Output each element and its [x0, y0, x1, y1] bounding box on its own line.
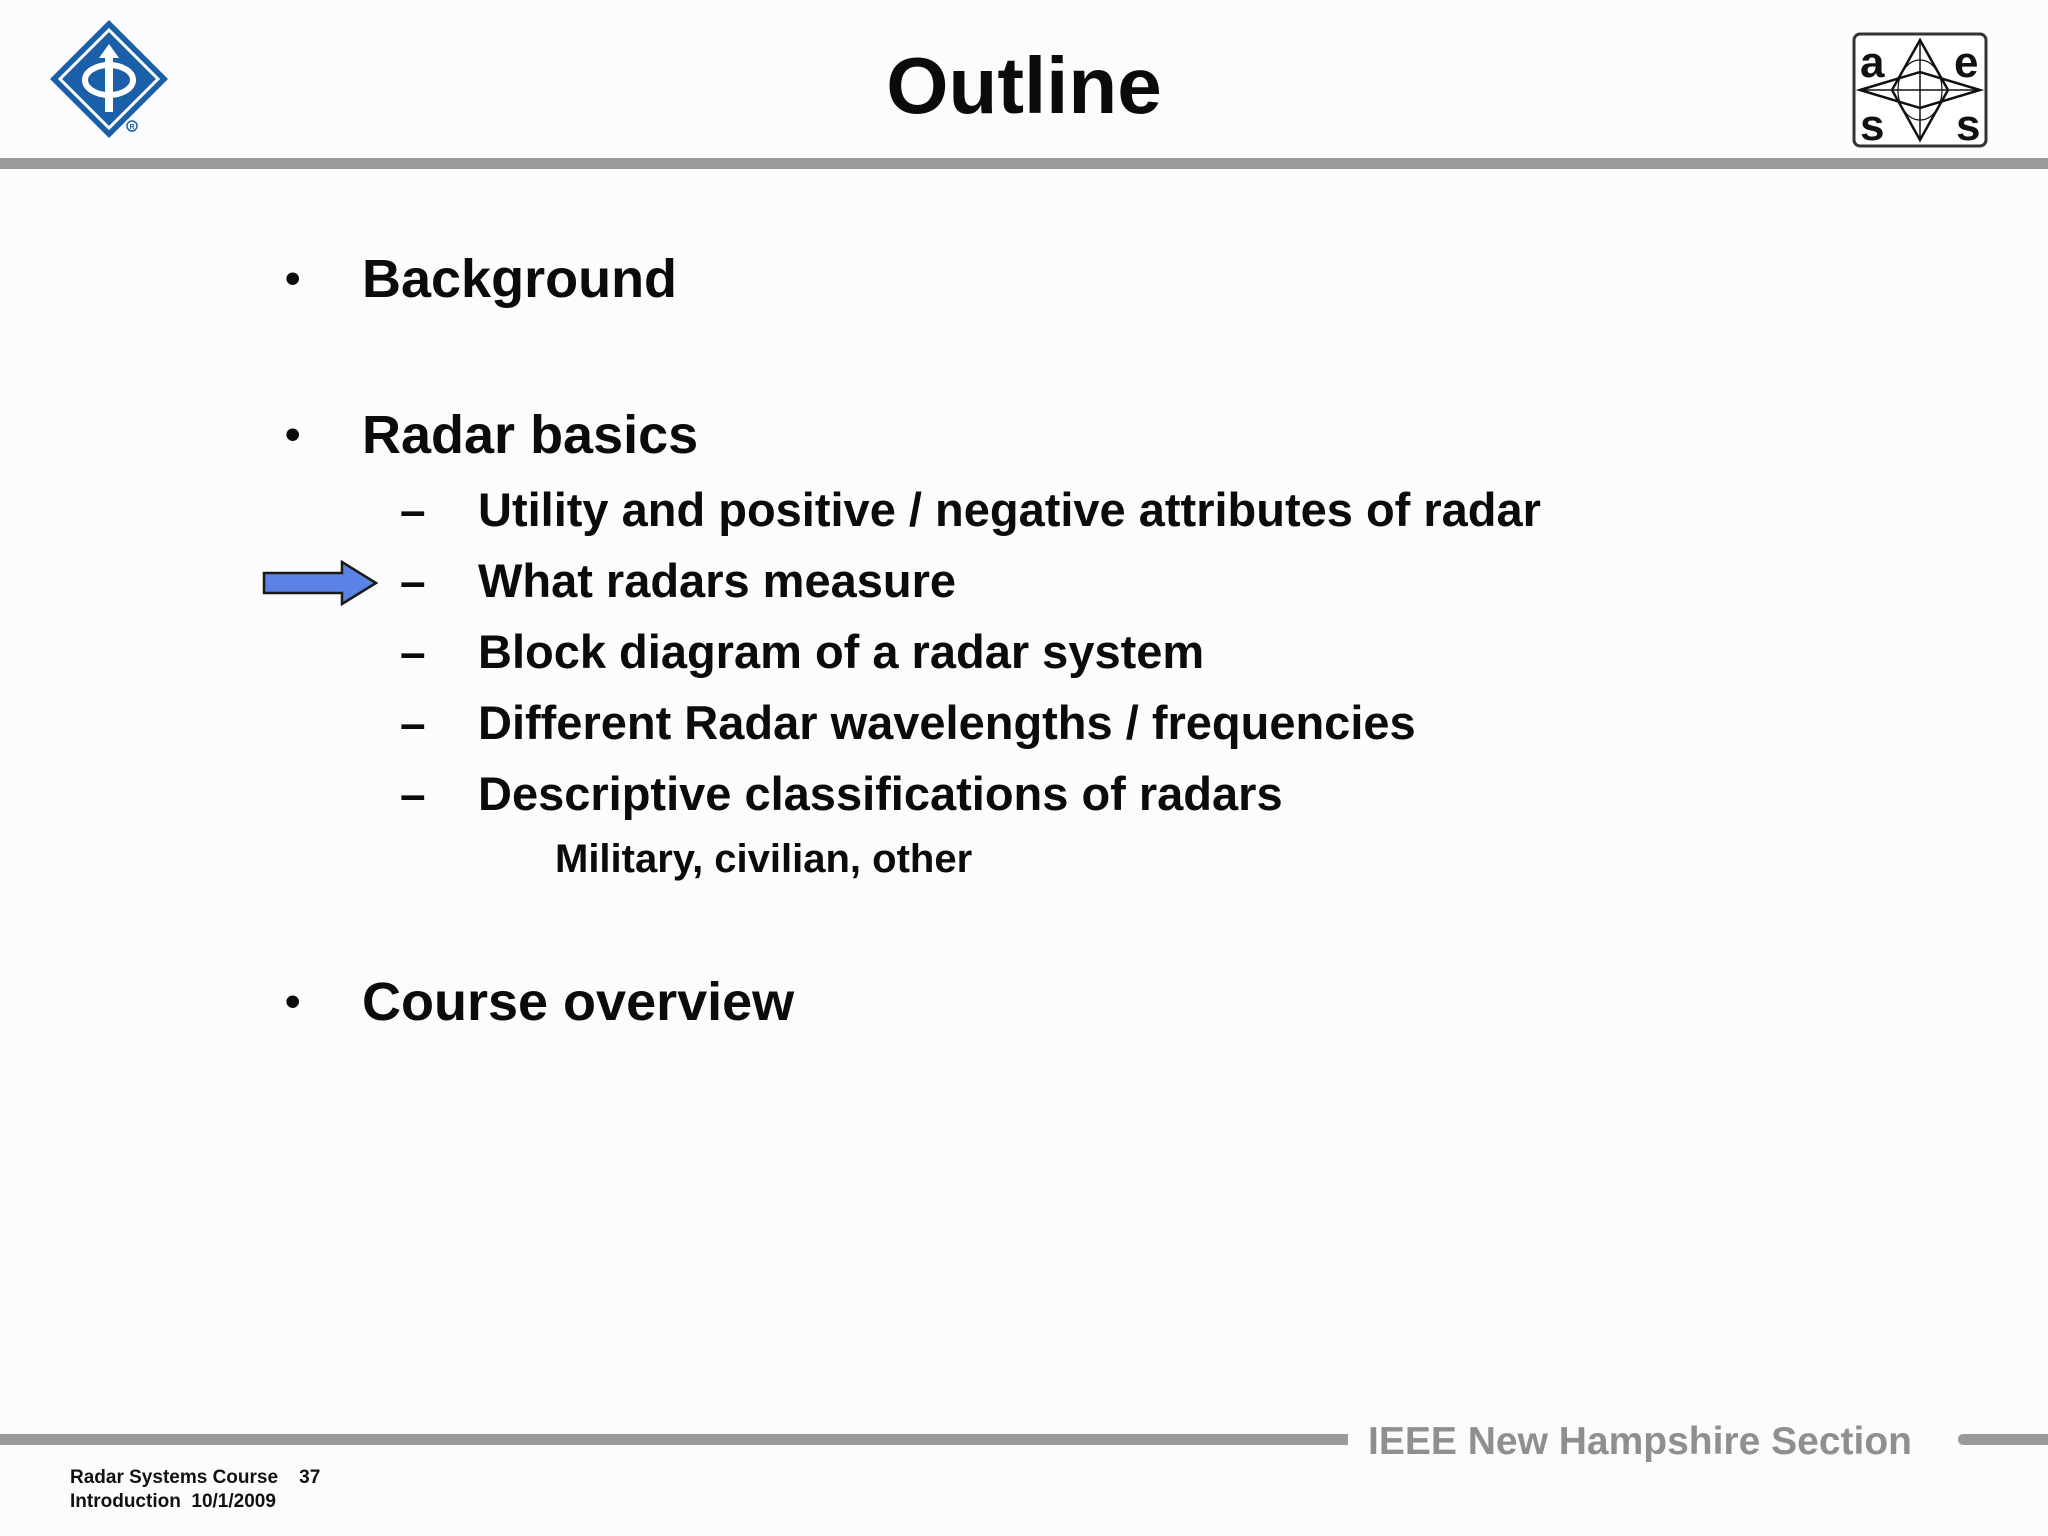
sub-item-text: What radars measure	[478, 554, 957, 607]
slide-title: Outline	[886, 41, 1162, 130]
bullet-text: Radar basics	[362, 405, 699, 465]
dash-glyph: –	[400, 697, 426, 749]
footer-course-info	[70, 1466, 320, 1514]
aess-letter-s-right: s	[1956, 101, 1981, 148]
bullet-glyph: •	[285, 977, 301, 1026]
sub-item-text: Descriptive classifications of radars	[478, 767, 1283, 820]
footer-page-number: 37	[299, 1467, 321, 1488]
svg-text:R: R	[129, 124, 135, 131]
arrow-right-icon	[262, 560, 378, 606]
header-divider	[0, 158, 2048, 169]
dash-glyph: –	[400, 768, 426, 820]
aess-letter-a: a	[1860, 38, 1885, 87]
bullet-glyph: •	[285, 410, 301, 459]
footer-organization: IEEE New Hampshire Section	[1368, 1420, 1913, 1463]
bullet-glyph: •	[285, 254, 301, 303]
dash-glyph: –	[400, 555, 426, 607]
footer-divider-left	[0, 1434, 1348, 1445]
aess-letter-e: e	[1954, 38, 1979, 87]
footer-course-name: Radar Systems Course	[70, 1467, 279, 1488]
sub-item-text: Different Radar wavelengths / frequencies	[478, 696, 1416, 749]
aess-logo-icon	[1852, 32, 1988, 148]
sub-item-text: Utility and positive / negative attributes of radar	[478, 483, 1541, 536]
footer-date: 10/1/2009	[191, 1491, 276, 1512]
sub-item-text: Block diagram of a radar system	[478, 625, 1205, 678]
dash-glyph: –	[400, 484, 426, 536]
aess-letter-s-left: s	[1860, 101, 1885, 148]
dash-glyph: –	[400, 626, 426, 678]
outline-sub-sub-item: Military, civilian, other	[555, 837, 973, 881]
footer-divider-right	[1958, 1434, 2048, 1445]
footer-section-name: Introduction	[70, 1491, 181, 1512]
bullet-text: Course overview	[362, 972, 795, 1032]
bullet-text: Background	[362, 249, 678, 309]
